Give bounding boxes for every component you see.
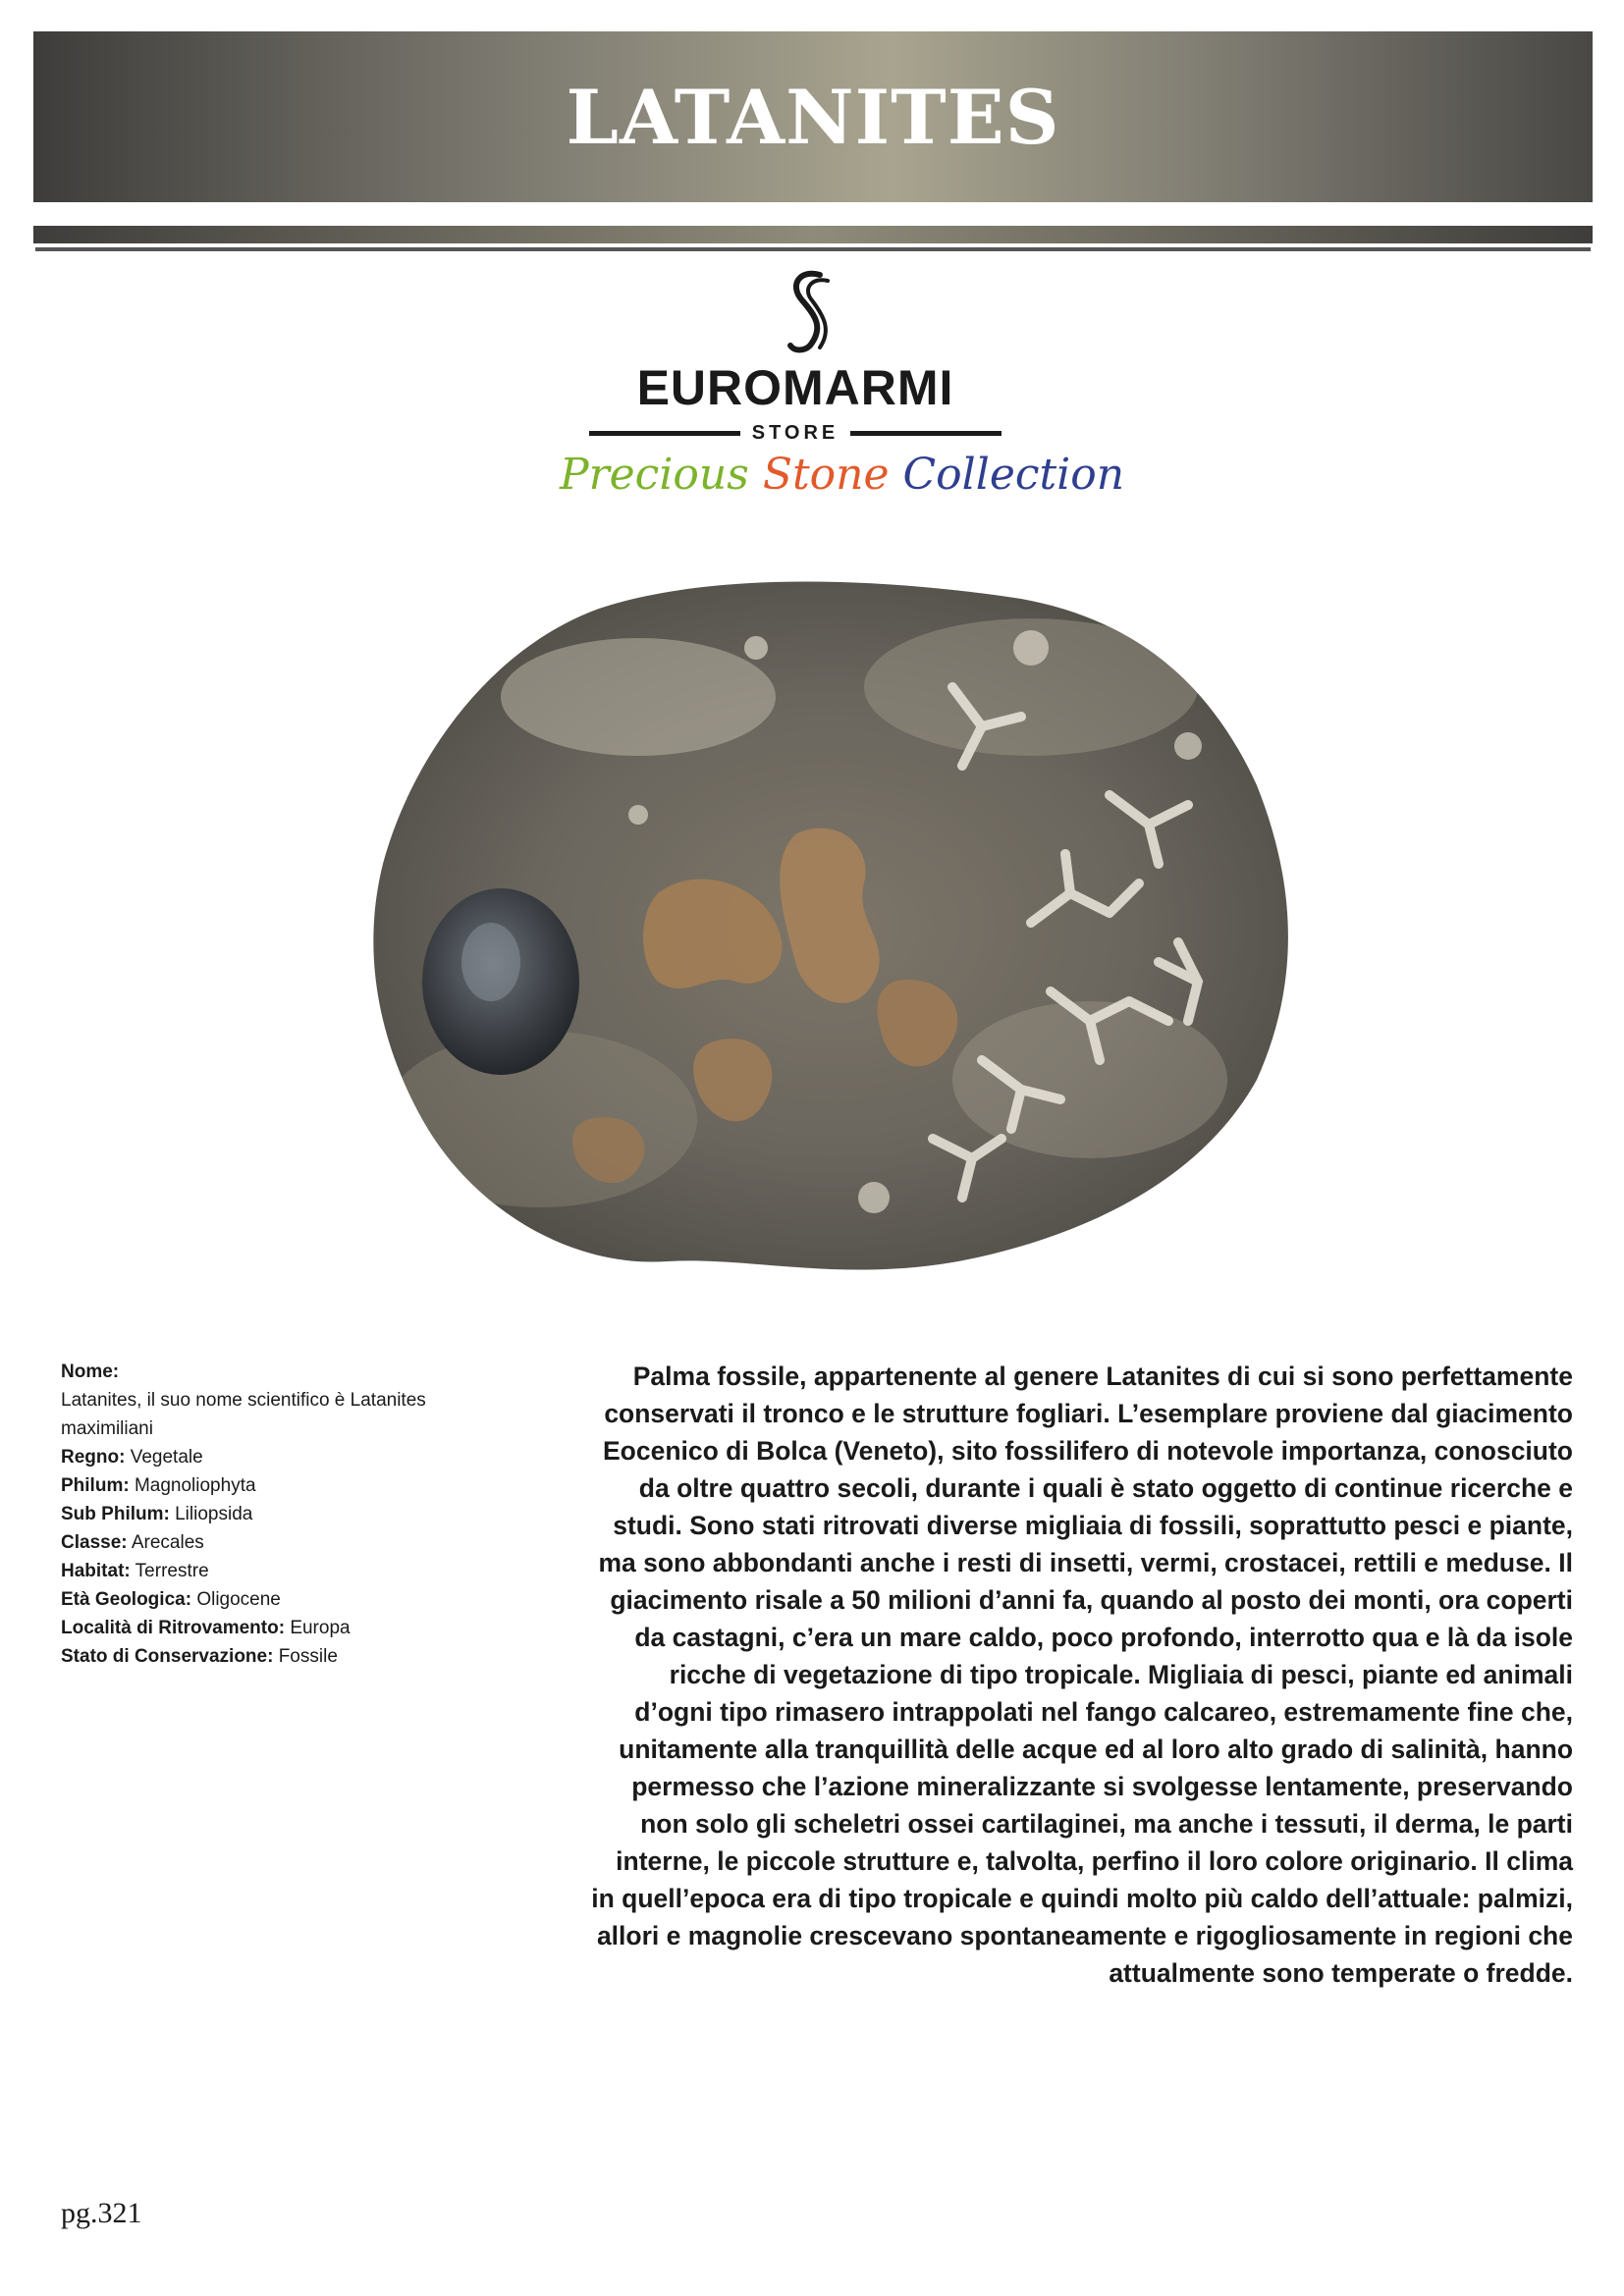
- title-divider: [33, 226, 1593, 247]
- spec-classe: [61, 1528, 493, 1557]
- spec-localita-label: Località di Ritrovamento:: [61, 1618, 286, 1638]
- spec-localita: [61, 1614, 493, 1642]
- tagline-word-stone: Stone: [762, 450, 890, 500]
- spec-nome: [61, 1358, 493, 1443]
- description-text: Palma fossile, appartenente al genere Latanites di cui si sono perfettamente conservati il tronco e le strutture fogliari. L’esemplare proviene dal giacimento Eocenico di Bolca (Veneto), sito fossilifero di notevole importanza, conosciuto da oltre quattro secoli, durante i quali è stato oggetto di continue ricerche e studi. Sono stati ritrovati diverse migliaia di fossili, soprattutto pesci e piante, ma sono abbondanti anche i resti di insetti, vermi, crostacei, rettili e meduse. Il giacimento risale a 50 milioni d’anni fa, quando al posto dei monti, ora coperti da castagni, c’era un mare caldo, poco profondo, interrotto qua e là da isole ricche di vegetazione di tipo tropicale. Migliaia di pesci, piante ed animali d’ogni tipo rimasero intrappolati nel fango calcareo, estremamente fine che, unitamente alla tranquillità delle acque ed al loro alto grado di salinità, hanno permesso che l’azione mineralizzante si svolgesse lentamente, preservando non solo gli scheletri ossei cartilaginei, ma anche i tessuti, il derma, le parti interne, le piccole strutture e, talvolta, perfino il loro colore originario. Il clima in quell’epoca era di tipo tropicale e quindi molto più caldo dell’attuale: palmizi, allori e magnolie crescevano spontaneamente e rigogliosamente in regioni che attualmente sono temperate o fredde.: [591, 1362, 1573, 1988]
- brand-rule-left: [589, 431, 740, 436]
- spec-subphilum: [61, 1500, 493, 1528]
- spec-eta-value: Oligocene: [196, 1589, 281, 1610]
- spec-regno-label: Regno:: [61, 1447, 126, 1468]
- euromarmi-logo: [560, 267, 1125, 512]
- spec-eta: [61, 1585, 493, 1614]
- spec-habitat-label: Habitat:: [61, 1561, 131, 1581]
- fossil-stone-image: [344, 569, 1306, 1296]
- page-title: LATANITES: [566, 73, 1060, 161]
- spec-philum-value: Magnoliophyta: [134, 1475, 256, 1496]
- spec-habitat: [61, 1557, 493, 1585]
- tagline-word-precious: Precious: [560, 450, 749, 500]
- spec-subphilum-label: Sub Philum:: [61, 1504, 170, 1524]
- spec-philum: [61, 1471, 493, 1500]
- spec-philum-label: Philum:: [61, 1475, 130, 1496]
- specs-panel: [61, 1358, 493, 1671]
- spec-habitat-value: Terrestre: [135, 1561, 209, 1581]
- tagline-word-collection: Collection: [902, 450, 1125, 500]
- spec-stato-value: Fossile: [278, 1646, 338, 1667]
- spec-stato-label: Stato di Conservazione:: [61, 1646, 274, 1667]
- spec-nome-label: Nome:: [61, 1362, 120, 1382]
- title-banner: [33, 31, 1593, 202]
- spec-stato: [61, 1642, 493, 1671]
- serpent-logo-icon: [781, 267, 839, 355]
- spec-regno-value: Vegetale: [130, 1447, 203, 1468]
- spec-subphilum-value: Liliopsida: [175, 1504, 253, 1524]
- brand-store: STORE: [751, 421, 839, 444]
- brand-rule-right: [850, 431, 1001, 436]
- spec-regno: [61, 1443, 493, 1471]
- spec-eta-label: Età Geologica:: [61, 1589, 192, 1610]
- brand-name: EUROMARMI: [636, 360, 954, 415]
- collection-tagline: [560, 450, 1125, 500]
- spec-nome-value: Latanites, il suo nome scientifico è Latanites maximiliani: [61, 1390, 426, 1439]
- spec-classe-label: Classe:: [61, 1532, 128, 1553]
- spec-localita-value: Europa: [290, 1618, 351, 1638]
- spec-classe-value: Arecales: [131, 1532, 204, 1553]
- page-number: pg.321: [61, 2197, 142, 2229]
- brand-store-row: [589, 420, 1001, 446]
